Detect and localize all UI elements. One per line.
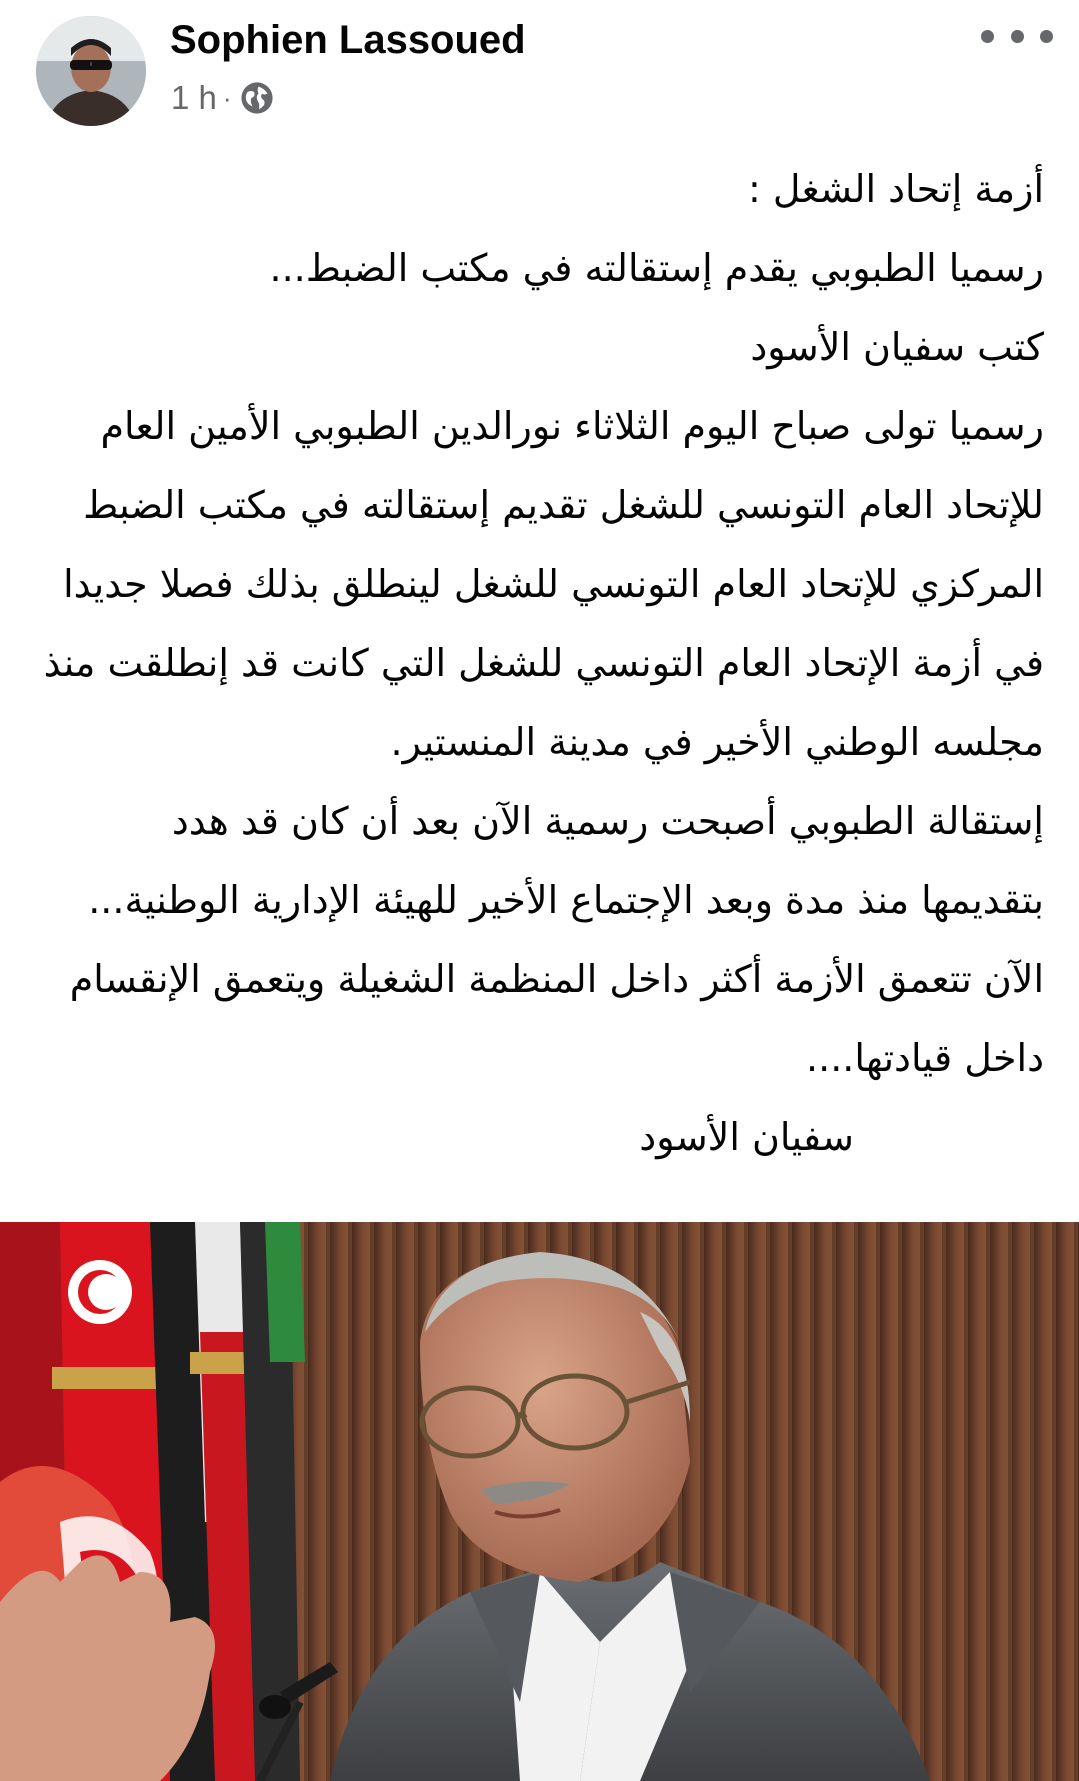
post-line: رسميا تولى صباح اليوم الثلاثاء نورالدين الطبوبي الأمين العام [100, 404, 1044, 448]
post-line: داخل قيادتها.... [806, 1036, 1044, 1080]
post-photo[interactable] [0, 1222, 1079, 1781]
meta-separator: · [222, 82, 232, 113]
post-photo-illustration [0, 1222, 1079, 1781]
post-signature: سفيان الأسود [639, 1115, 854, 1159]
avatar-photo [36, 16, 146, 126]
post-body [40, 150, 1044, 1177]
post-meta [171, 74, 274, 122]
post-line: رسميا الطبوبي يقدم إستقالته في مكتب الضبط... [269, 246, 1044, 290]
post-line: الآن تتعمق الأزمة أكثر داخل المنظمة الشغيلة ويتعمق الإنقسام [69, 957, 1044, 1001]
post-line: إستقالة الطبوبي أصبحت رسمية الآن بعد أن كان قد هدد [171, 799, 1044, 843]
globe-icon[interactable] [240, 81, 274, 115]
post-time[interactable]: 1 h [171, 79, 217, 116]
author-avatar[interactable] [36, 16, 146, 126]
post-line: بتقديمها منذ مدة وبعد الإجتماع الأخير للهيئة الإدارية الوطنية... [88, 878, 1044, 922]
post-line: في أزمة الإتحاد العام التونسي للشغل التي كانت قد إنطلقت منذ [43, 641, 1044, 685]
author-name[interactable]: Sophien Lassoued [170, 18, 526, 62]
more-horizontal-icon [1011, 30, 1024, 43]
post-header [0, 0, 1079, 140]
more-horizontal-icon [981, 30, 994, 43]
post-line: كتب سفيان الأسود [750, 325, 1044, 369]
post-line: للإتحاد العام التونسي للشغل تقديم إستقالته في مكتب الضبط [83, 483, 1044, 527]
post-line: أزمة إتحاد الشغل : [748, 167, 1044, 211]
post-line: المركزي للإتحاد العام التونسي للشغل لينطلق بذلك فصلا جديدا [63, 562, 1044, 606]
more-options-button[interactable] [981, 18, 1053, 54]
more-horizontal-icon [1040, 30, 1053, 43]
post-line: مجلسه الوطني الأخير في مدينة المنستير. [390, 720, 1044, 764]
